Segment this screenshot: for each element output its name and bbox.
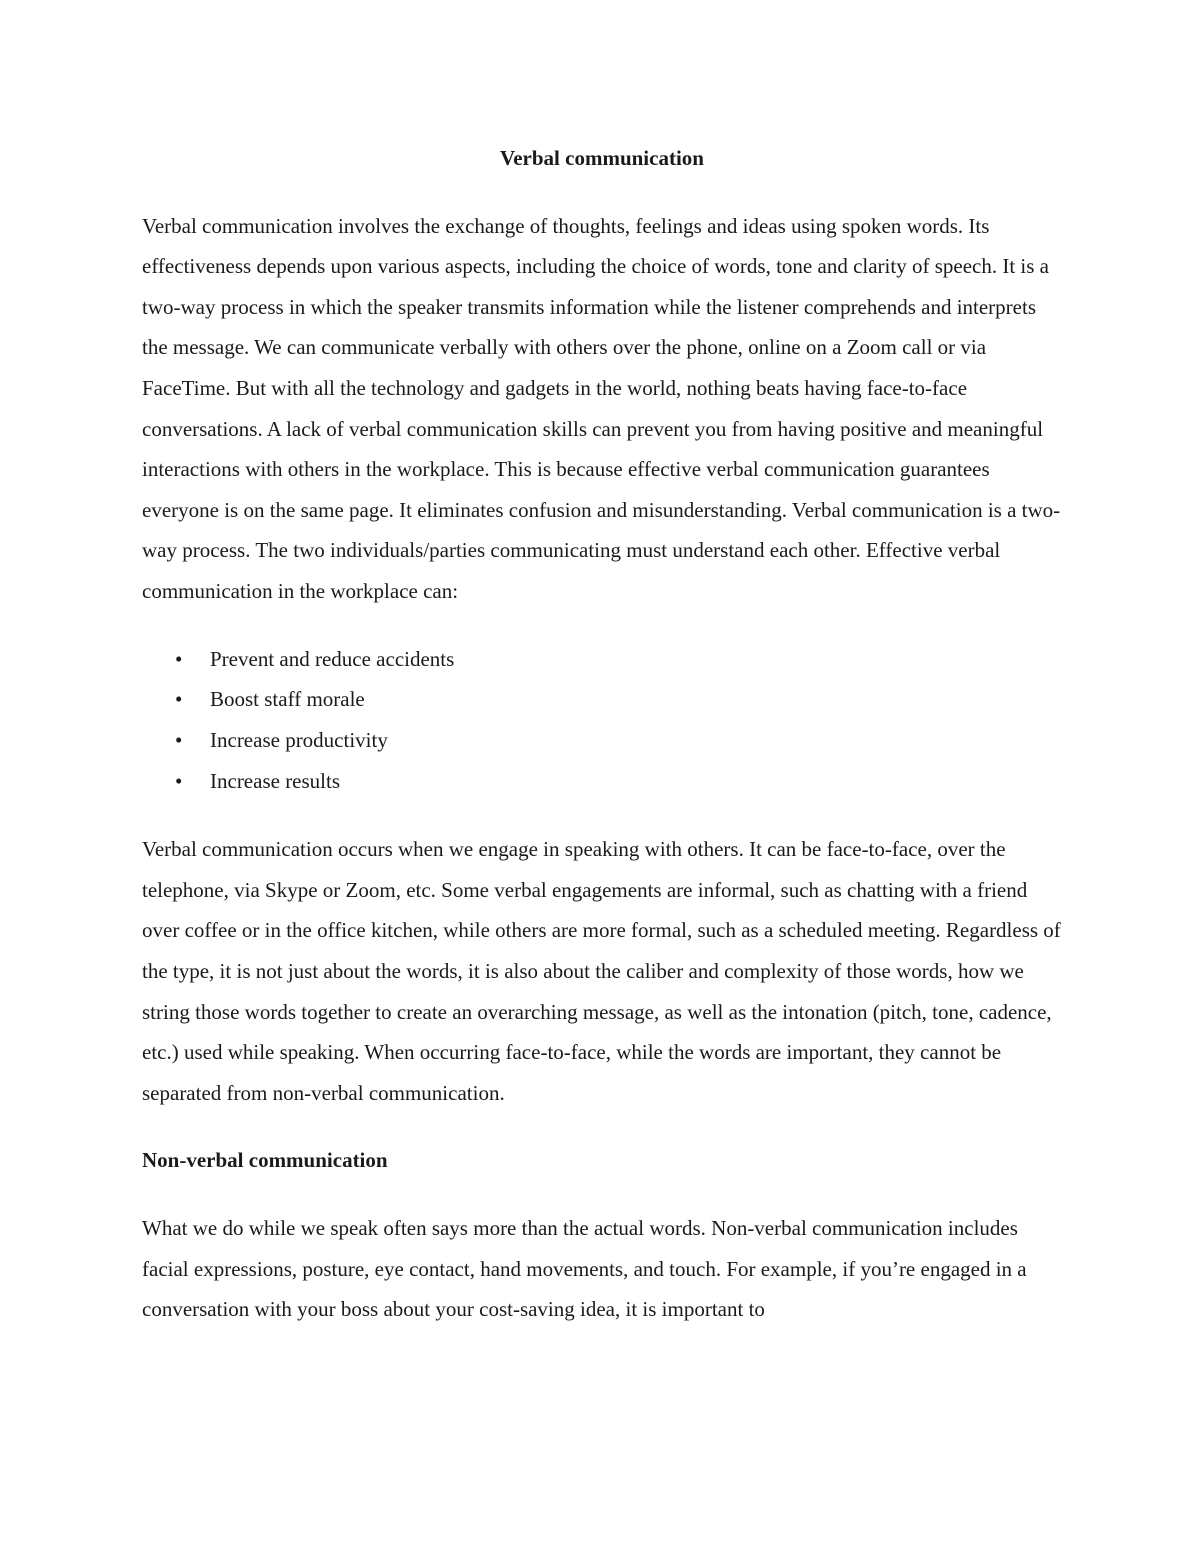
paragraph-verbal-occurs: Verbal communication occurs when we engage in speaking with others. It can be face-to-face, over the telephone, via Skype or Zoom, etc. Some verbal engagements are informal, such as chatting with a friend over coffee or in the office kitchen, while others are more formal, such as a scheduled meeting. Regardless of the type, it is not just about the words, it is also about the caliber and complexity of those words, how we string those words together to create an overarching message, as well as the intonation (pitch, tone, cadence, etc.) used while speaking. When occurring face-to-face, while the words are important, they cannot be separated from non-verbal communication. — [142, 837, 1061, 1105]
paragraph-verbal-intro: Verbal communication involves the exchange of thoughts, feelings and ideas using spoken words. Its effectiveness depends upon various aspects, including the choice of words, tone and clarity of speech. It is a two-way process in which the speaker transmits information while the listener comprehends and interprets the message. We can communicate verbally with others over the phone, online on a Zoom call or via FaceTime. But with all the technology and gadgets in the world, nothing beats having face-to-face conversations. A lack of verbal communication skills can prevent you from having positive and meaningful interactions with others in the workplace. This is because effective verbal communication guarantees everyone is on the same page. It eliminates confusion and misunderstanding. Verbal communication is a two-way process. The two individuals/parties communicating must understand each other. Effective verbal communication in the workplace can: — [142, 213, 1061, 603]
bullet-icon: • — [175, 646, 183, 671]
list-item-text: Increase results — [210, 769, 341, 794]
paragraph-nonverbal: What we do while we speak often says more than the actual words. Non-verbal communication includes facial expressions, posture, eye contact, hand movements, and touch. For example, if you’re engaged in a conversation with your boss about your cost-saving idea, it is important to — [142, 1215, 1027, 1322]
list-item — [142, 720, 1062, 761]
document-title: Verbal communication — [500, 146, 704, 170]
bullet-icon: • — [175, 728, 183, 753]
list-item-text: Prevent and reduce accidents — [210, 646, 455, 671]
list-item — [142, 639, 1062, 680]
document-page — [142, 138, 1062, 1330]
list-item — [142, 679, 1062, 720]
list-item — [142, 761, 1062, 802]
list-item-text: Increase productivity — [210, 728, 388, 753]
benefits-list — [142, 639, 1062, 803]
bullet-icon: • — [175, 769, 183, 794]
section-heading-nonverbal: Non-verbal communication — [142, 1148, 388, 1173]
bullet-icon: • — [175, 687, 183, 712]
list-item-text: Boost staff morale — [210, 687, 365, 712]
